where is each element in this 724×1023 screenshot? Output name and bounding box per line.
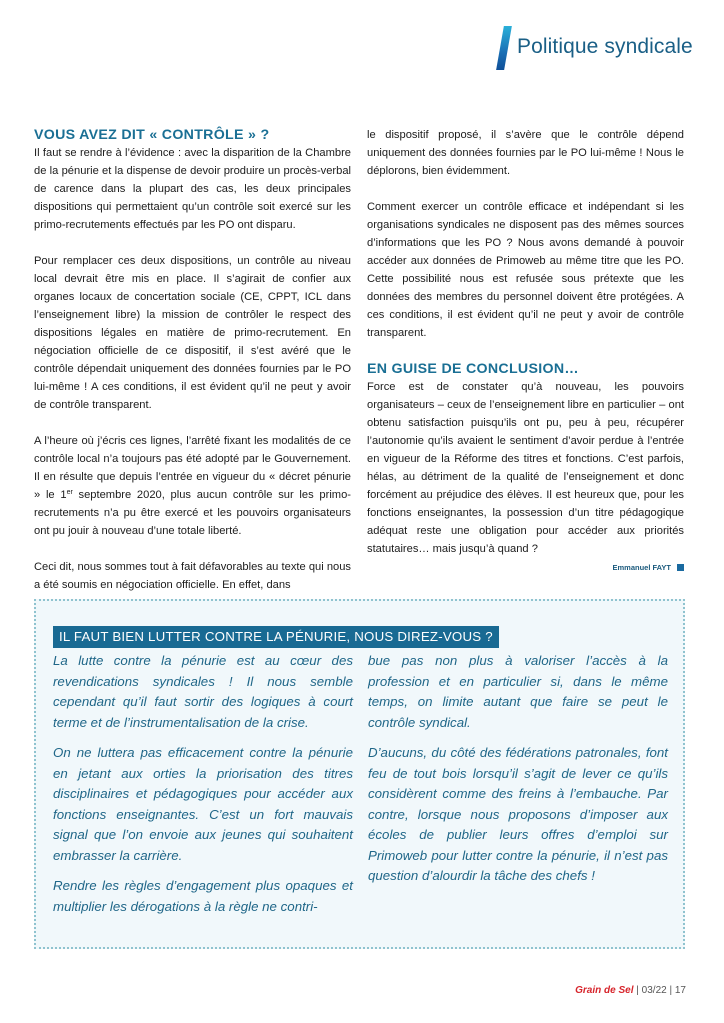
callout-paragraph: La lutte contre la pénurie est au cœur des revendications syndicales ! Il nous semble cependant qu’il faut sortir des logiques à court terme et de l’instrumentalisation de la crise.	[53, 653, 353, 730]
author-name: Emmanuel FAYT	[612, 563, 671, 572]
paragraph: Il faut se rendre à l’évidence : avec la disparition de la Chambre de la pénurie et la dispense de devoir produire un procès-verbal de carence dans la plupart des cas, les deux principales dispositions qui permettaient qu’un contrôle soit exercé sur les primo-recrutements effectués par les PO ont disparu.	[34, 147, 351, 231]
callout-box	[34, 599, 685, 949]
issue-number: 03/22	[641, 985, 667, 996]
paragraph: Pour remplacer ces deux dispositions, un contrôle au niveau local devrait être mis en place. Il s’agirait de confier aux organes locaux de concertation sociale (CE, CPPT, ICL dans l’enseignement libre) la mission de contrôler le respect des dispositions légales en matière de primo-recrutement. En négociation officielle de ce dispositif, il s’est avéré que le contrôle dépendait uniquement des données fournies par le PO lui-même ! A ces conditions, il est évident qu’il ne peut y avoir de contrôle transparent.	[34, 255, 351, 411]
callout-left-column	[53, 651, 353, 927]
section-title: Politique syndicale	[517, 35, 693, 58]
callout-right-column	[368, 651, 668, 897]
paragraph-decret	[34, 432, 351, 540]
footer-separator: |	[636, 985, 639, 996]
end-mark-square-icon	[677, 564, 684, 571]
article-left-column	[34, 126, 351, 612]
paragraph: le dispositif proposé, il s’avère que le contrôle dépend uniquement des données fournies par le PO lui-même ! Nous le déplorons, bien évidemment.	[367, 129, 684, 177]
paragraph-text: septembre 2020, plus aucun contrôle sur les primo-recrutements n’a pu être exercé et les pouvoirs organisateurs ont pu jouir à nouveau d’une totale liberté.	[34, 489, 351, 537]
section-accent-bar	[496, 26, 512, 70]
callout-paragraph: D’aucuns, du côté des fédérations patronales, font feu de tout bois lorsqu’il s’agit de lever ce qu’ils considèrent comme des freins à l’embauche. Par contre, lorsque nous proposons d’imposer aux écoles de publier leurs offres d’emploi sur Primoweb pour lutter contre la pénurie, il n’est pas question d’alourdir la tâche des chefs !	[368, 745, 668, 883]
footer-separator: |	[669, 985, 673, 996]
page-header	[0, 22, 724, 77]
publication-name: Grain de Sel	[575, 985, 634, 996]
paragraph: Force est de constater qu’à nouveau, les pouvoirs organisateurs – ceux de l’enseignement libre en particulier – ont obtenu satisfaction puisqu’ils ont pu, peu à peu, récupérer l’autonomie qu’ils avaient le sentiment d’avoir perdue à l’entrée en vigueur de la Réforme des titres et fonctions. C’est parfois, hélas, au détriment de la qualité de l’enseignement et donc forcément au préjudice des élèves. Il est heureux que, pour les fonctions enseignantes, la possession d’un titre pédagogique adéquat reste une obligation pour accéder aux priorités statutaires… mais jusqu’à quand ?	[367, 381, 684, 555]
callout-title: IL FAUT BIEN LUTTER CONTRE LA PÉNURIE, NOUS DIREZ-VOUS ?	[53, 626, 499, 648]
author-signature	[613, 563, 685, 572]
paragraph: Comment exercer un contrôle efficace et indépendant si les organisations syndicales ne disposent pas des mêmes sources d’informations que les PO ? Nous avons demandé à pouvoir accéder aux données de Primoweb au même titre que les PO. Cette possibilité nous est refusée sous prétexte que les données des membres du personnel doivent être protégées. A ces conditions, il est évident qu’il ne peut y avoir de contrôle transparent.	[367, 201, 684, 339]
heading-conclusion: EN GUISE DE CONCLUSION…	[367, 361, 579, 377]
page-number: 17	[674, 985, 686, 996]
callout-paragraph: bue pas non plus à valoriser l’accès à la profession et en particulier si, dans le même temps, on limite autant que faire se peut le contrôle syndical.	[368, 653, 668, 730]
paragraph-text: A l’heure où j’écris ces lignes, l’arrêté fixant les modalités de ce contrôle local n’a toujours pas été adopté par le Gouvernement. Il en résulte que depuis l’entrée en vigueur du « décret pénurie » le 1	[34, 435, 351, 501]
callout-paragraph: Rendre les règles d’engagement plus opaques et multiplier les dérogations à la règle ne contri-	[53, 878, 353, 914]
superscript: er	[66, 489, 73, 496]
page-footer	[575, 985, 686, 996]
heading-controle: VOUS AVEZ DIT « CONTRÔLE » ?	[34, 127, 270, 143]
article-right-column	[367, 126, 684, 576]
callout-paragraph: On ne luttera pas efficacement contre la pénurie en jetant aux orties la priorisation des titres disciplinaires et pédagogiques pour accéder aux fonctions enseignantes. C’est un fort mauvais signal que l’on envoie aux jeunes qui souhaitent embrasser la carrière.	[53, 745, 353, 863]
paragraph: Ceci dit, nous sommes tout à fait défavorables au texte qui nous a été soumis en négociation officielle. En effet, dans	[34, 561, 351, 591]
